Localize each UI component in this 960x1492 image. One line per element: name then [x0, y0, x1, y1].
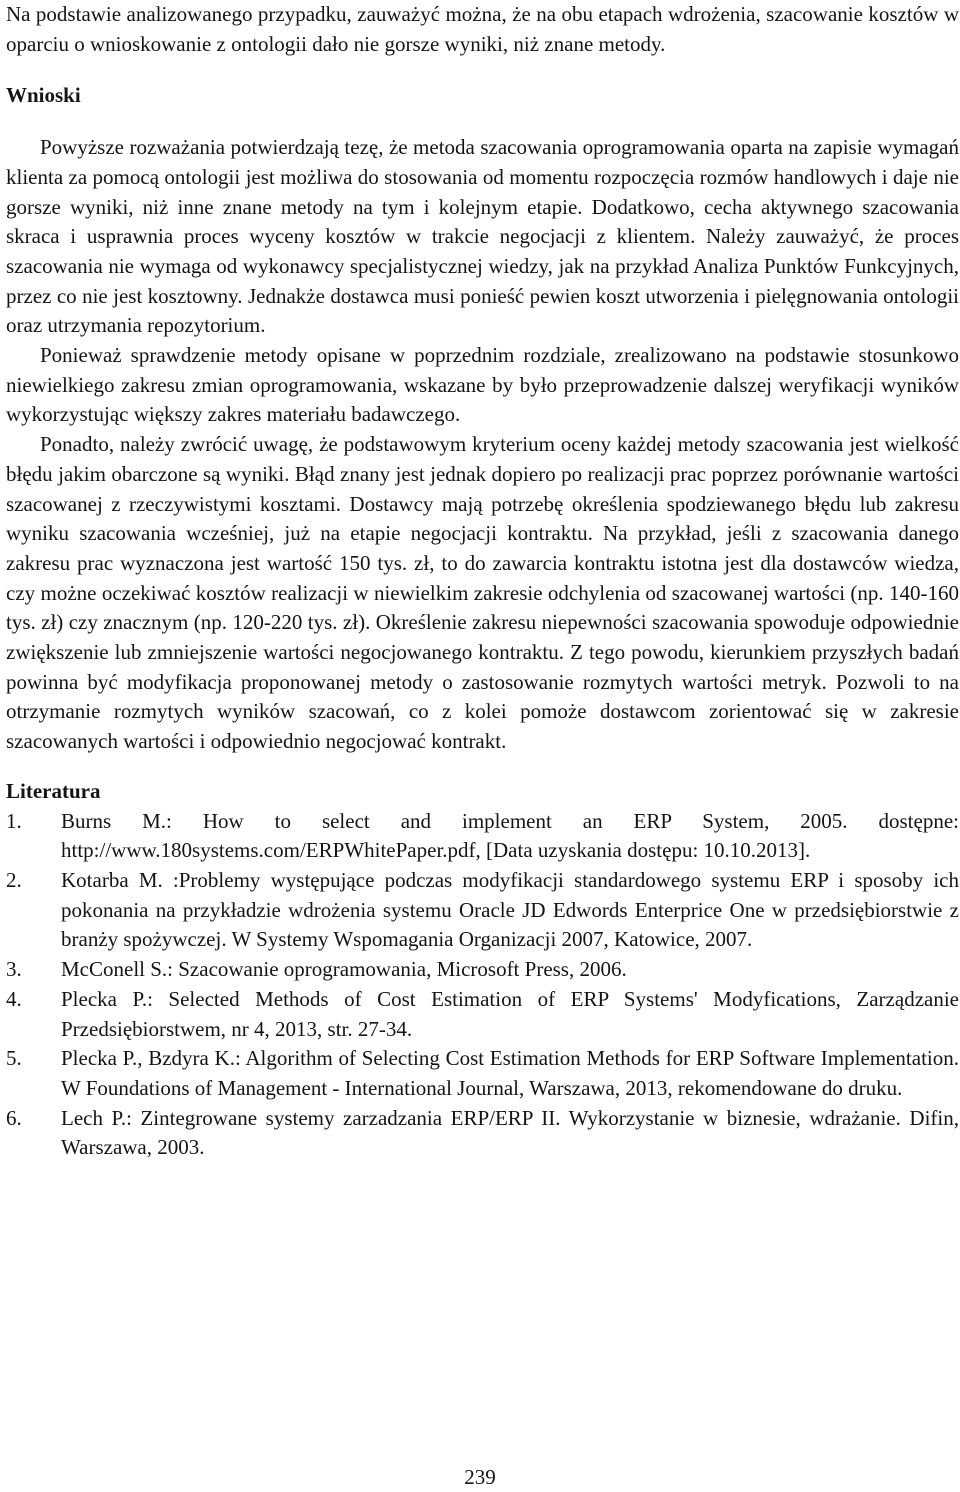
document-page — [6, 0, 959, 1163]
reference-text: Lech P.: Zintegrowane systemy zarzadzania ERP/ERP II. Wykorzystanie w biznesie, wdrażanie. Difin, Warszawa, 2003. — [61, 1105, 959, 1160]
reference-item — [6, 985, 959, 1044]
conclusions-heading: Wnioski — [6, 83, 81, 108]
conclusions-paragraph-3: Ponadto, należy zwrócić uwagę, że podstawowym kryterium oceny każdej metody szacowania jest wielkość błędu jakim obarczone są wyniki. Błąd znany jest jednak dopiero po realizacji prac poprzez porównanie wartości szacowanej z rzeczywistymi kosztami. Dostawcy mają potrzebę określenia spodziewanego błędu lub zakresu wyniku szacowania wcześniej, już na etapie negocjacji kontraktu. Na przykład, jeśli z szacowania danego zakresu prac wyznaczona jest wartość 150 tys. zł, to do zawarcia kontraktu istotna jest dla dostawców wiedza, czy możne oczekiwać kosztów realizacji w niewielkim zakresie odchylenia od szacowanej wartości (np. 140-160 tys. zł) czy znacznym (np. 120-220 tys. zł). Określenie zakresu niepewności szacowania spowoduje odpowiednie zwiększenie lub zmniejszenie wartości negocjowanego kontraktu. Z tego powodu, kierunkiem przyszłych badań powinna być modyfikacja proponowanej metody o zastosowanie rozmytych wartości metryk. Pozwoli to na otrzymanie rozmytych wyników szacowań, co z kolei pomoże dostawcom zorientować się w zakresie szacowanych wartości i odpowiednio negocjować kontrakt. — [6, 432, 959, 754]
reference-text: Plecka P., Bzdyra K.: Algorithm of Selecting Cost Estimation Methods for ERP Software Implementation. W Foundations of Management - International Journal, Warszawa, 2013, rekomendowane do druku. — [61, 1046, 959, 1100]
reference-text: Burns M.: How to select and implement an ERP System, 2005. dostępne: http://www.180systems.com/ERPWhitePaper.pdf, [Data uzyskania dostępu: 10.10.2013]. — [61, 808, 959, 863]
reference-text: Kotarba M. :Problemy występujące podczas modyfikacji standardowego systemu ERP i sposoby ich pokonania na przykładzie wdrożenia systemu Oracle JD Edwords Enterprice One w przedsiębiorstwie z branży spożywczej. W Systemy Wspomagania Organizacji 2007, Katowice, 2007. — [61, 867, 959, 952]
reference-item — [6, 1104, 959, 1163]
literature-heading: Literatura — [6, 778, 101, 803]
reference-list — [6, 807, 959, 1163]
page-number: 239 — [464, 1465, 496, 1489]
reference-number: 6. — [6, 1105, 22, 1130]
conclusions-paragraph-1: Powyższe rozważania potwierdzają tezę, że metoda szacowania oprogramowania oparta na zapisie wymagań klienta za pomocą ontologii jest możliwa do stosowania od momentu rozpoczęcia rozmów handlowych i daje nie gorsze wyniki, niż inne znane metody na tym i kolejnym etapie. Dodatkowo, cecha aktywnego szacowania skraca i usprawnia proces wyceny kosztów w trakcie negocjacji z klientem. Należy zauważyć, że proces szacowania nie wymaga od wykonawcy specjalistycznej wiedzy, jak na przykład Analiza Punktów Funkcyjnych, przez co nie jest kosztowny. Jednakże dostawca musi ponieść pewien koszt utworzenia i pielęgnowania ontologii oraz utrzymania repozytorium. — [6, 135, 959, 338]
reference-item — [6, 955, 959, 985]
reference-number: 4. — [6, 986, 22, 1011]
intro-paragraph: Na podstawie analizowanego przypadku, zauważyć można, że na obu etapach wdrożenia, szacowanie kosztów w oparciu o wnioskowanie z ontologii dało nie gorsze wyniki, niż znane metody. — [6, 2, 959, 56]
conclusions-paragraph-2: Ponieważ sprawdzenie metody opisane w poprzednim rozdziale, zrealizowano na podstawie stosunkowo niewielkiego zakresu zmian oprogramowania, wskazane by było przeprowadzenie dalszej weryfikacji wyników wykorzystując większy zakres materiału badawczego. — [6, 343, 959, 427]
reference-number: 1. — [6, 808, 22, 833]
reference-item — [6, 807, 959, 866]
reference-number: 2. — [6, 867, 22, 892]
reference-item — [6, 1044, 959, 1103]
reference-item — [6, 866, 959, 955]
reference-number: 5. — [6, 1046, 22, 1071]
reference-text: Plecka P.: Selected Methods of Cost Estimation of ERP Systems' Modyfications, Zarządzanie Przedsiębiorstwem, nr 4, 2013, str. 27-34. — [61, 986, 959, 1041]
reference-text: McConell S.: Szacowanie oprogramowania, Microsoft Press, 2006. — [61, 957, 627, 982]
reference-number: 3. — [6, 957, 22, 982]
